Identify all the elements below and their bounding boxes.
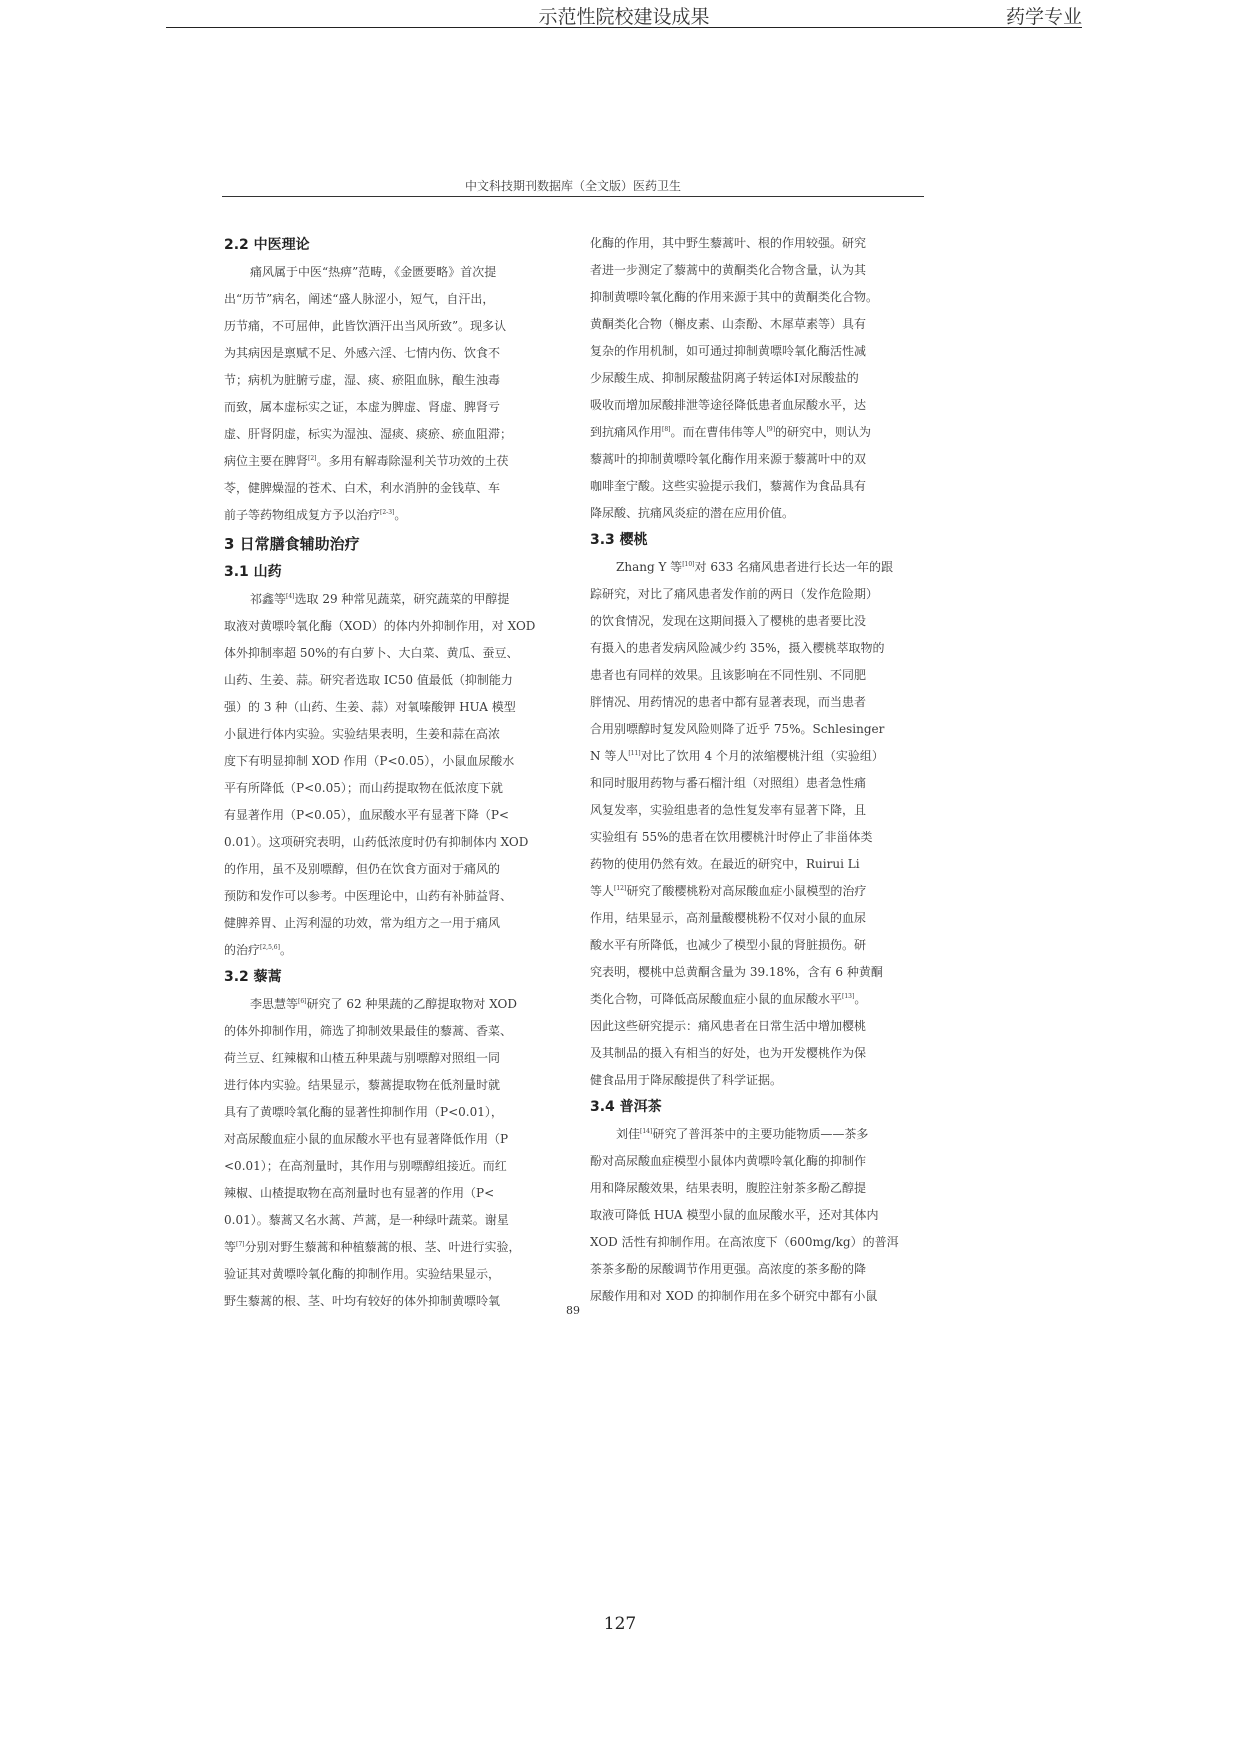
line-text: 药物的使用仍然有效。在最近的研究中，Ruirui Li bbox=[590, 857, 860, 871]
line-text: 苓，健脾燥湿的苍术、白术，利水消肿的金钱草、车 bbox=[224, 481, 501, 495]
line-text: 健脾养胃、止泻利湿的功效，常为组方之一用于痛风 bbox=[224, 916, 501, 930]
scanned-journal-page bbox=[222, 172, 924, 1352]
line-text: 等 bbox=[224, 1240, 237, 1254]
citation-mark: [2-3] bbox=[380, 509, 395, 516]
section-heading bbox=[590, 1094, 922, 1121]
text-line bbox=[224, 421, 556, 448]
line-text: 黄酮类化合物（槲皮素、山柰酚、木犀草素等）具有 bbox=[590, 317, 867, 331]
text-line bbox=[590, 284, 922, 311]
line-text: N 等人 bbox=[590, 749, 629, 763]
text-line bbox=[590, 689, 922, 716]
journal-header: 中文科技期刊数据库（全文版）医药卫生 bbox=[464, 179, 681, 193]
line-text: 。 bbox=[279, 943, 292, 957]
line-text: <0.01）；在高剂量时，其作用与别嘌醇组接近。而红 bbox=[224, 1159, 507, 1173]
citation-mark: [6] bbox=[298, 998, 307, 1005]
line-text: 咖啡奎宁酸。这些实验提示我们，藜蒿作为食品具有 bbox=[590, 479, 867, 493]
text-line bbox=[590, 932, 922, 959]
line-text: 研究了普洱茶中的主要功能物质——茶多 bbox=[652, 1127, 869, 1141]
line-text: 山药、生姜、蒜。研究者选取 IC50 值最低（抑制能力 bbox=[224, 673, 513, 687]
line-text: 。 bbox=[394, 508, 407, 522]
line-text: 验证其对黄嘌呤氧化酶的抑制作用。实验结果显示， bbox=[224, 1267, 501, 1281]
line-text: 茶茶多酚的尿酸调节作用更强。高浓度的茶多酚的降 bbox=[590, 1262, 867, 1276]
line-text: 0.01）。这项研究表明，山药低浓度时仍有抑制体内 XOD bbox=[224, 835, 529, 849]
line-text: 取液对黄嘌呤氧化酶（XOD）的体内外抑制作用，对 XOD bbox=[224, 619, 536, 633]
text-line bbox=[590, 1202, 922, 1229]
section-heading bbox=[590, 527, 922, 554]
journal-header-rule bbox=[222, 196, 924, 197]
line-text: 辣椒、山楂提取物在高剂量时也有显著的作用（P< bbox=[224, 1186, 495, 1200]
text-line bbox=[590, 743, 922, 770]
text-line bbox=[590, 1175, 922, 1202]
line-text: 作用，结果显示，高剂量酸樱桃粉不仅对小鼠的血尿 bbox=[590, 911, 867, 925]
line-text: 对比了饮用 4 个月的浓缩樱桃汁组（实验组） bbox=[640, 749, 884, 763]
text-line bbox=[590, 608, 922, 635]
running-header-title: 示范性院校建设成果 bbox=[538, 6, 710, 28]
text-line bbox=[224, 1126, 556, 1153]
line-text: 体外抑制率超 50%的有白萝卜、大白菜、黄瓜、蚕豆、 bbox=[224, 646, 519, 660]
text-line bbox=[224, 1261, 556, 1288]
citation-mark: [9] bbox=[766, 426, 776, 433]
line-text: 有摄入的患者发病风险减少约 35%，摄入樱桃萃取物的 bbox=[590, 641, 885, 655]
text-line bbox=[224, 748, 556, 775]
text-line bbox=[224, 1180, 556, 1207]
line-text: 的体外抑制作用，筛选了抑制效果最佳的藜蒿、香菜、 bbox=[224, 1024, 513, 1038]
text-line bbox=[224, 937, 556, 964]
line-text: 研究了 62 种果蔬的乙醇提取物对 XOD bbox=[306, 997, 518, 1011]
line-text: 3.1 山药 bbox=[224, 564, 282, 580]
line-text: 研究了酸樱桃粉对高尿酸血症小鼠模型的治疗 bbox=[626, 884, 867, 898]
text-line bbox=[224, 1072, 556, 1099]
right-text-column bbox=[590, 230, 922, 1310]
line-text: Zhang Y 等 bbox=[616, 560, 683, 574]
line-text: 预防和发作可以参考。中医理论中，山药有补肺益肾、 bbox=[224, 889, 513, 903]
line-text: 李思慧等 bbox=[250, 997, 299, 1011]
text-line bbox=[590, 878, 922, 905]
text-line bbox=[590, 257, 922, 284]
line-text: 的饮食情况，发现在这期间摄入了樱桃的患者要比没 bbox=[590, 614, 867, 628]
line-text: 有显著作用（P<0.05），血尿酸水平有显著下降（P< bbox=[224, 808, 509, 822]
text-line bbox=[590, 1040, 922, 1067]
text-line bbox=[590, 662, 922, 689]
citation-mark: [8] bbox=[662, 426, 671, 433]
line-text: 。而在曹伟伟等人 bbox=[670, 425, 767, 439]
text-line bbox=[224, 340, 556, 367]
line-text: 病位主要在脾肾 bbox=[224, 454, 309, 468]
text-line bbox=[590, 446, 922, 473]
line-text: 及其制品的摄入有相当的好处，也为开发樱桃作为保 bbox=[590, 1046, 867, 1060]
text-line bbox=[224, 1207, 556, 1234]
text-line bbox=[590, 905, 922, 932]
line-text: 2.2 中医理论 bbox=[224, 237, 310, 253]
text-line bbox=[590, 365, 922, 392]
line-text: 的研究中，则认为 bbox=[775, 425, 872, 439]
line-text: 。多用有解毒除湿利关节功效的土茯 bbox=[316, 454, 509, 468]
line-text: 而致，属本虚标实之证，本虚为脾虚、肾虚、脾肾亏 bbox=[224, 400, 501, 414]
text-line bbox=[224, 313, 556, 340]
text-line bbox=[224, 829, 556, 856]
text-line bbox=[590, 1229, 922, 1256]
text-line bbox=[224, 259, 556, 286]
text-line bbox=[224, 1234, 556, 1261]
line-text: 化酶的作用，其中野生藜蒿叶、根的作用较强。研究 bbox=[590, 236, 867, 250]
line-text: 少尿酸生成、抑制尿酸盐阴离子转运体Ⅰ对尿酸盐的 bbox=[590, 371, 859, 385]
line-text: 3.3 樱桃 bbox=[590, 532, 648, 548]
text-line bbox=[590, 311, 922, 338]
text-line bbox=[590, 392, 922, 419]
line-text: 虚、肝肾阴虚，标实为湿浊、湿痰、痰瘀、瘀血阻滞； bbox=[224, 427, 513, 441]
text-line bbox=[590, 716, 922, 743]
text-line bbox=[590, 419, 922, 446]
text-line bbox=[590, 581, 922, 608]
text-line bbox=[590, 797, 922, 824]
line-text: 者进一步测定了藜蒿中的黄酮类化合物含量，认为其 bbox=[590, 263, 867, 277]
line-text: 等人 bbox=[590, 884, 615, 898]
text-line bbox=[590, 824, 922, 851]
line-text: 尿酸作用和对 XOD 的抑制作用在多个研究中都有小鼠 bbox=[590, 1289, 878, 1303]
line-text: 合用别嘌醇时复发风险则降了近乎 75%。Schlesinger bbox=[590, 722, 885, 736]
text-line bbox=[590, 959, 922, 986]
line-text: 实验组有 55%的患者在饮用樱桃汁时停止了非甾体类 bbox=[590, 830, 873, 844]
section-heading bbox=[224, 529, 556, 559]
citation-mark: [12] bbox=[614, 885, 627, 892]
line-text: 出“历节”病名，阐述“盛人脉涩小，短气，自汗出， bbox=[224, 292, 495, 306]
line-text: 度下有明显抑制 XOD 作用（P<0.05），小鼠血尿酸水 bbox=[224, 754, 515, 768]
text-line bbox=[224, 394, 556, 421]
line-text: 抑制黄嘌呤氧化酶的作用来源于其中的黄酮类化合物。 bbox=[590, 290, 879, 304]
line-text: 平有所降低（P<0.05）；而山药提取物在低浓度下就 bbox=[224, 781, 503, 795]
text-line bbox=[590, 473, 922, 500]
line-text: 历节痛，不可屈伸，此皆饮酒汗出当风所致”。现多认 bbox=[224, 319, 507, 333]
line-text: 用和降尿酸效果，结果表明，腹腔注射茶多酚乙醇提 bbox=[590, 1181, 867, 1195]
line-text: 3.4 普洱茶 bbox=[590, 1099, 662, 1115]
line-text: 对 633 名痛风患者进行长达一年的跟 bbox=[694, 560, 894, 574]
text-line bbox=[224, 286, 556, 313]
line-text: 酸水平有所降低，也减少了模型小鼠的肾脏损伤。研 bbox=[590, 938, 867, 952]
section-heading bbox=[224, 559, 556, 586]
text-line bbox=[590, 635, 922, 662]
running-header-major: 药学专业 bbox=[1005, 6, 1082, 28]
text-line bbox=[224, 475, 556, 502]
line-text: 究表明，樱桃中总黄酮含量为 39.18%，含有 6 种黄酮 bbox=[590, 965, 883, 979]
line-text: 对高尿酸血症小鼠的血尿酸水平也有显著降低作用（P bbox=[224, 1132, 509, 1146]
text-line bbox=[224, 910, 556, 937]
line-text: 分别对野生藜蒿和种植藜蒿的根、茎、叶进行实验， bbox=[244, 1240, 521, 1254]
text-line bbox=[224, 775, 556, 802]
text-line bbox=[224, 586, 556, 613]
text-line bbox=[224, 721, 556, 748]
line-text: 酚对高尿酸血症模型小鼠体内黄嘌呤氧化酶的抑制作 bbox=[590, 1154, 867, 1168]
line-text: 的作用，虽不及别嘌醇，但仍在饮食方面对于痛风的 bbox=[224, 862, 501, 876]
citation-mark: [7] bbox=[236, 1241, 245, 1248]
text-line bbox=[224, 367, 556, 394]
citation-mark: [2] bbox=[308, 455, 317, 462]
text-line bbox=[224, 613, 556, 640]
line-text: 。 bbox=[854, 992, 867, 1006]
text-line bbox=[224, 694, 556, 721]
citation-mark: [13] bbox=[842, 993, 855, 1000]
line-text: 节；病机为脏腑亏虚，湿、痰、瘀阻血脉，酿生浊毒 bbox=[224, 373, 501, 387]
text-line bbox=[224, 1045, 556, 1072]
text-line bbox=[590, 500, 922, 527]
line-text: 具有了黄嘌呤氧化酶的显著性抑制作用（P<0.01）， bbox=[224, 1105, 503, 1119]
text-line bbox=[224, 802, 556, 829]
page-number: 127 bbox=[603, 1614, 637, 1634]
text-line bbox=[590, 1067, 922, 1094]
citation-mark: [10] bbox=[682, 561, 695, 568]
text-line bbox=[224, 1018, 556, 1045]
line-text: 类化合物，可降低高尿酸血症小鼠的血尿酸水平 bbox=[590, 992, 843, 1006]
line-text: 降尿酸、抗痛风炎症的潜在应用价值。 bbox=[590, 506, 795, 520]
line-text: 风复发率，实验组患者的急性复发率有显著下降，且 bbox=[590, 803, 867, 817]
line-text: 复杂的作用机制，如可通过抑制黄嘌呤氧化酶活性减 bbox=[590, 344, 867, 358]
text-line bbox=[224, 1099, 556, 1126]
line-text: 到抗痛风作用 bbox=[590, 425, 663, 439]
line-text: 藜蒿叶的抑制黄嘌呤氧化酶作用来源于藜蒿叶中的双 bbox=[590, 452, 867, 466]
line-text: 荷兰豆、红辣椒和山楂五种果蔬与别嘌醇对照组一同 bbox=[224, 1051, 501, 1065]
line-text: XOD 活性有抑制作用。在高浓度下（600mg/kg）的普洱 bbox=[590, 1235, 899, 1249]
citation-mark: [11] bbox=[628, 750, 641, 757]
line-text: 患者也有同样的效果。且该影响在不同性别、不同肥 bbox=[590, 668, 867, 682]
text-line bbox=[590, 554, 922, 581]
section-heading bbox=[224, 232, 556, 259]
line-text: 吸收而增加尿酸排泄等途径降低患者血尿酸水平，达 bbox=[590, 398, 867, 412]
line-text: 刘佳 bbox=[616, 1127, 641, 1141]
text-line bbox=[590, 851, 922, 878]
text-line bbox=[224, 856, 556, 883]
line-text: 踪研究，对比了痛风患者发作前的两日（发作危险期） bbox=[590, 587, 879, 601]
text-line bbox=[224, 448, 556, 475]
line-text: 进行体内实验。结果显示，藜蒿提取物在低剂量时就 bbox=[224, 1078, 501, 1092]
line-text: 3.2 藜蒿 bbox=[224, 969, 282, 985]
line-text: 健食品用于降尿酸提供了科学证据。 bbox=[590, 1073, 783, 1087]
citation-mark: [4] bbox=[286, 593, 295, 600]
text-line bbox=[590, 770, 922, 797]
citation-mark: [14] bbox=[640, 1128, 653, 1135]
line-text: 强）的 3 种（山药、生姜、蒜）对氧嗪酸钾 HUA 模型 bbox=[224, 700, 516, 714]
text-line bbox=[224, 640, 556, 667]
line-text: 的治疗 bbox=[224, 943, 261, 957]
line-text: 和同时服用药物与番石榴汁组（对照组）患者急性痛 bbox=[590, 776, 867, 790]
running-header bbox=[166, 0, 1082, 28]
section-heading bbox=[224, 964, 556, 991]
line-text: 因此这些研究提示：痛风患者在日常生活中增加樱桃 bbox=[590, 1019, 867, 1033]
line-text: 痛风属于中医“热痹”范畴，《金匮要略》首次提 bbox=[250, 265, 497, 279]
text-line bbox=[590, 1121, 922, 1148]
text-line bbox=[224, 502, 556, 529]
line-text: 野生藜蒿的根、茎、叶均有较好的体外抑制黄嘌呤氧 bbox=[224, 1294, 501, 1308]
journal-page-number: 89 bbox=[566, 1304, 580, 1317]
line-text: 祁鑫等 bbox=[250, 592, 287, 606]
text-line bbox=[590, 230, 922, 257]
line-text: 取液可降低 HUA 模型小鼠的血尿酸水平，还对其体内 bbox=[590, 1208, 879, 1222]
text-line bbox=[590, 986, 922, 1013]
text-line bbox=[224, 667, 556, 694]
line-text: 选取 29 种常见蔬菜，研究蔬菜的甲醇提 bbox=[294, 592, 510, 606]
line-text: 3 日常膳食辅助治疗 bbox=[224, 535, 360, 553]
text-line bbox=[590, 338, 922, 365]
text-line bbox=[590, 1148, 922, 1175]
line-text: 小鼠进行体内实验。实验结果表明，生姜和蒜在高浓 bbox=[224, 727, 501, 741]
line-text: 胖情况、用药情况的患者中都有显著表现，而当患者 bbox=[590, 695, 867, 709]
line-text: 前子等药物组成复方予以治疗 bbox=[224, 508, 381, 522]
text-line bbox=[590, 1013, 922, 1040]
text-line bbox=[224, 883, 556, 910]
left-text-column bbox=[224, 232, 556, 1315]
line-text: 为其病因是禀赋不足、外感六淫、七情内伤、饮食不 bbox=[224, 346, 501, 360]
citation-mark: [2,5,6] bbox=[260, 944, 280, 951]
text-line bbox=[224, 1153, 556, 1180]
text-line bbox=[224, 991, 556, 1018]
line-text: 0.01）。藜蒿又名水蒿、芦蒿，是一种绿叶蔬菜。谢星 bbox=[224, 1213, 509, 1227]
text-line bbox=[590, 1256, 922, 1283]
